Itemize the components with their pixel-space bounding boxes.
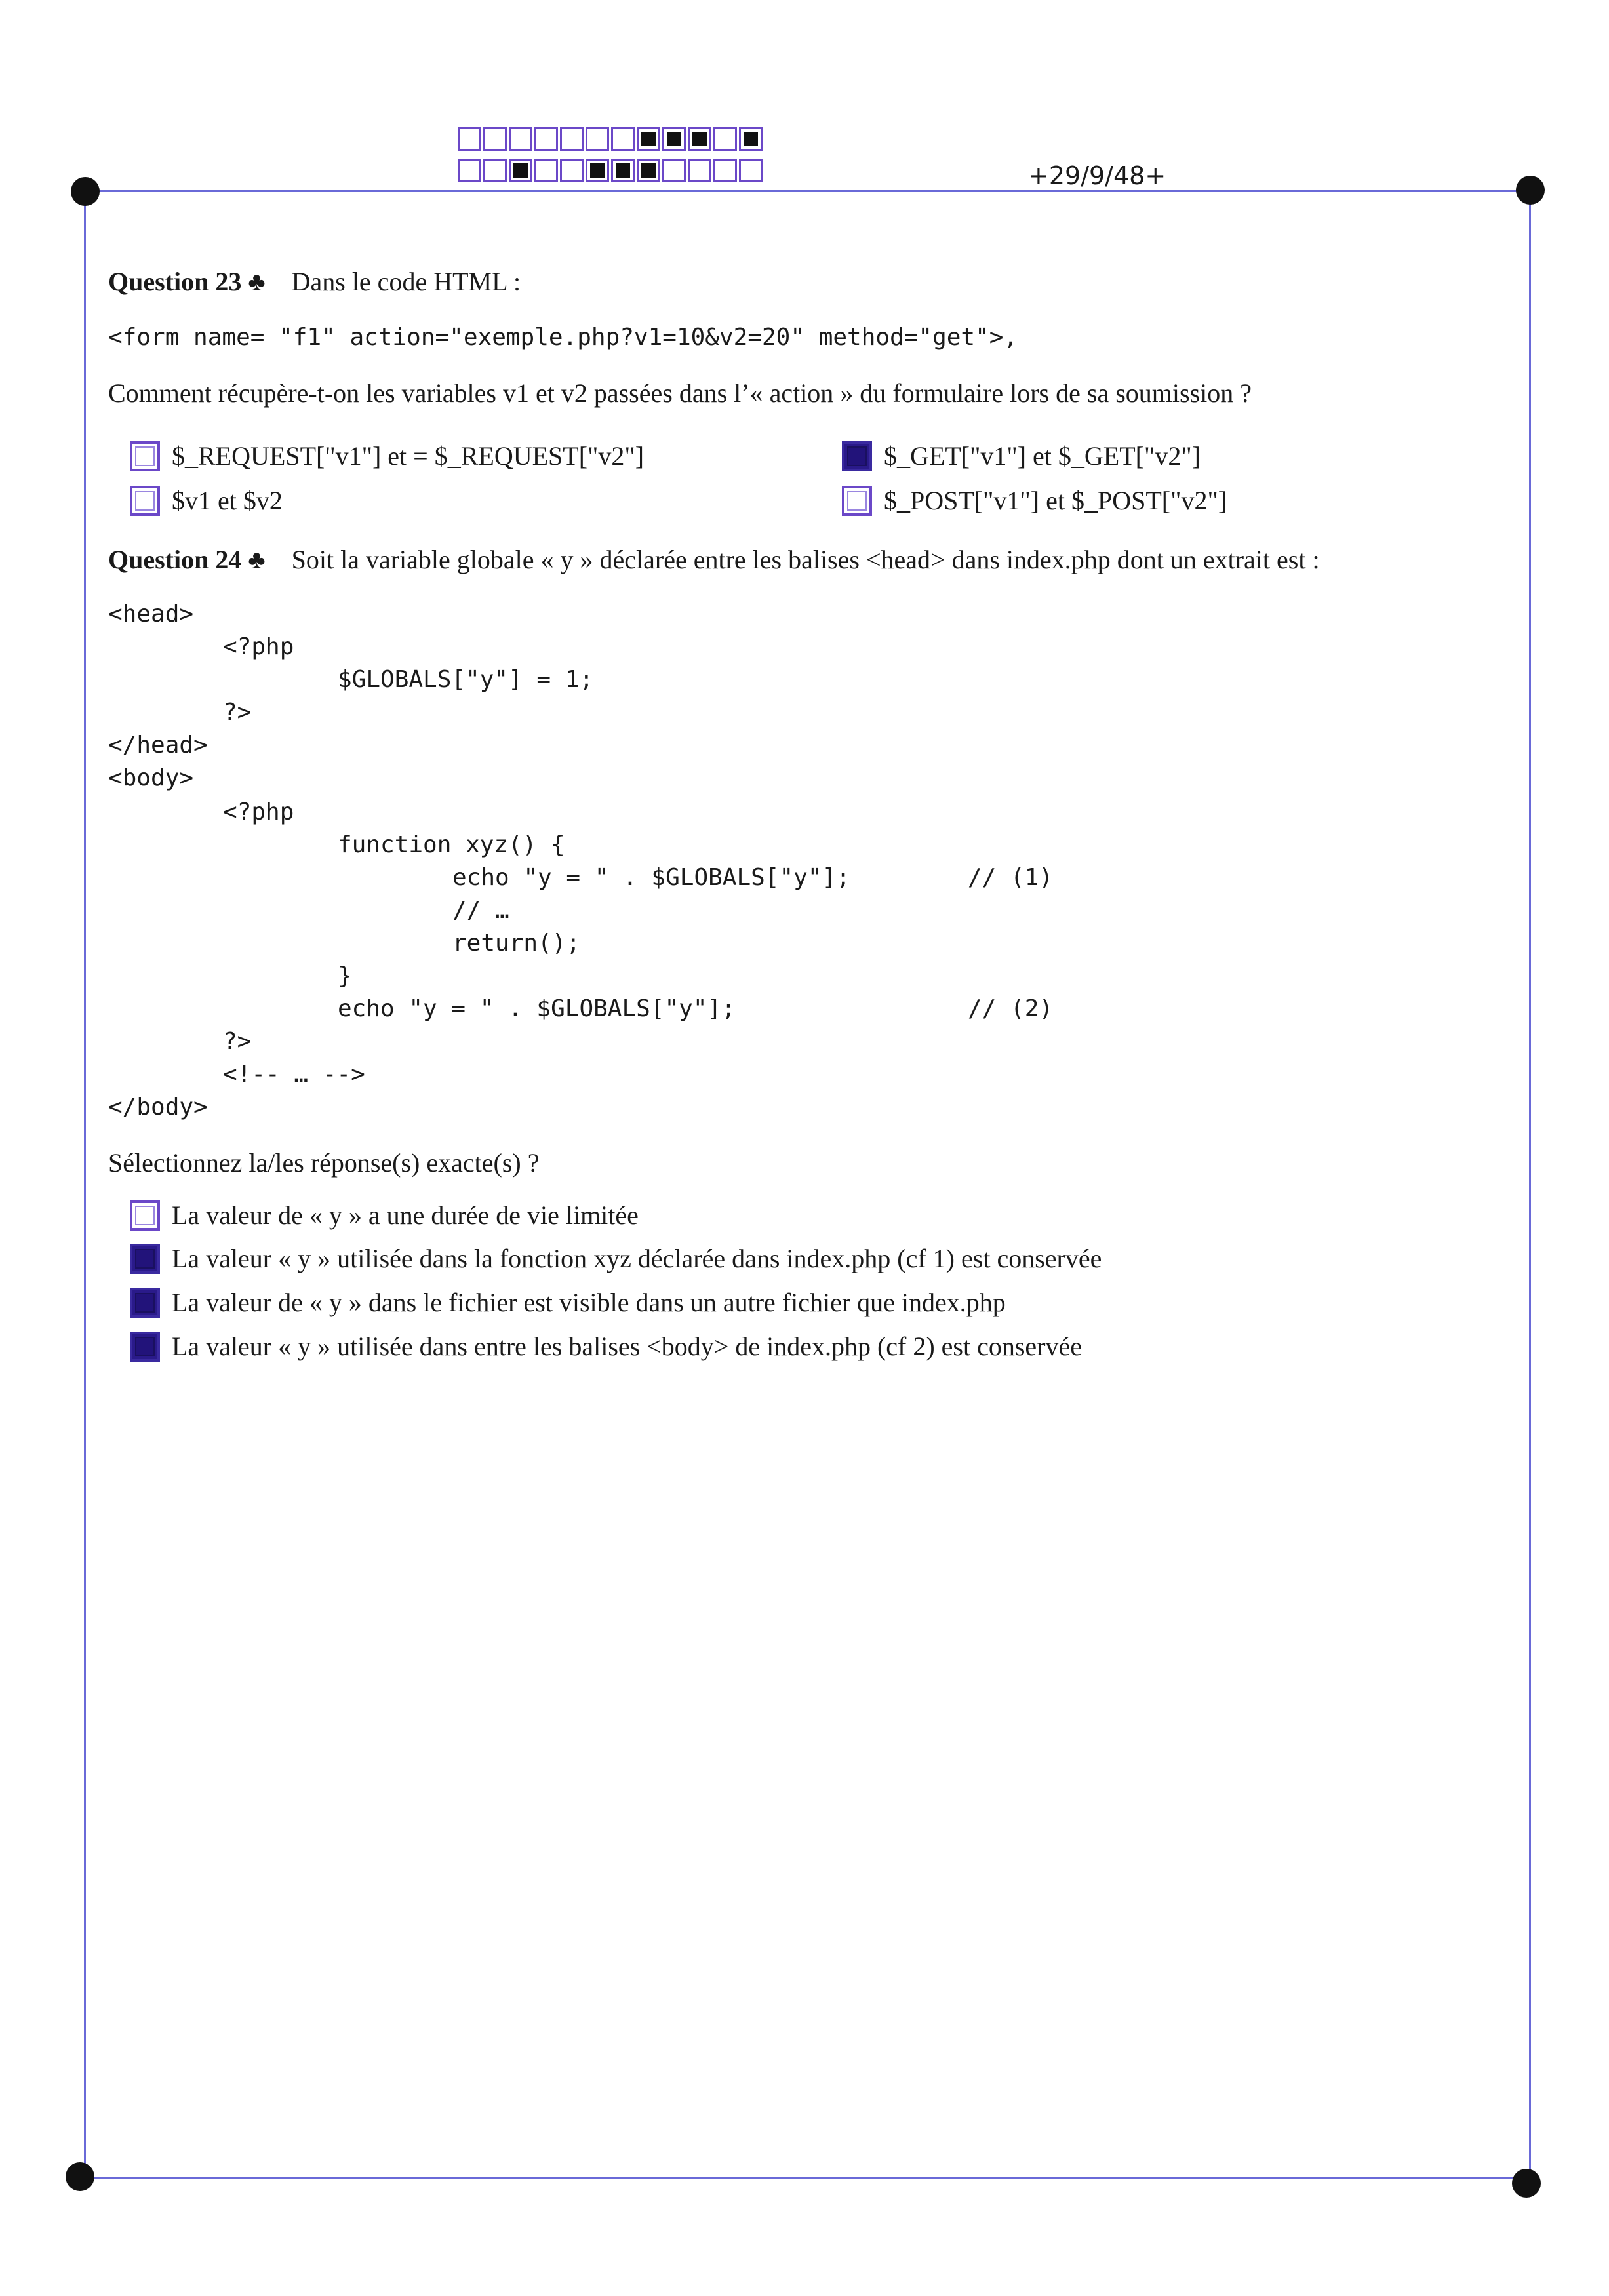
corner-marker-bottom-left <box>66 2162 94 2191</box>
question-24-intro: Soit la variable globale « y » déclarée entre les balises <head> dans index.php dont un extrait est : <box>291 545 1320 574</box>
code-line: function xyz() { <box>338 831 565 858</box>
question-23-intro: Dans le code HTML : <box>291 267 521 296</box>
barcode-cell <box>713 159 737 182</box>
barcode-cell <box>688 127 711 151</box>
q24-answer-1-checkbox[interactable] <box>130 1200 160 1231</box>
q23-answer-2-label: $_GET["v1"] et $_GET["v2"] <box>884 441 1201 471</box>
question-24-text: Sélectionnez la/les réponse(s) exacte(s) ? <box>108 1148 540 1178</box>
barcode-row-2 <box>458 159 765 182</box>
barcode-cell <box>611 159 635 182</box>
question-23-label: Question 23 <box>108 267 242 296</box>
q24-answer-2-label: La valeur « y » utilisée dans la fonction xyz déclarée dans index.php (cf 1) est conservée <box>172 1244 1102 1273</box>
code-line: <body> <box>108 764 194 791</box>
barcode-cell <box>662 159 686 182</box>
q23-answer-2-checkbox[interactable] <box>842 441 872 471</box>
q24-answer-2-checkbox[interactable] <box>130 1244 160 1274</box>
corner-marker-bottom-right <box>1512 2169 1541 2198</box>
code-line: return(); <box>452 930 581 957</box>
code-line: ?> <box>223 699 252 726</box>
q23-answer-3-label: $v1 et $v2 <box>172 486 283 515</box>
code-comment: // (2) <box>968 995 1054 1022</box>
q24-answer-1[interactable] <box>130 1200 639 1231</box>
barcode-cell <box>509 159 532 182</box>
q24-answer-1-label: La valeur de « y » a une durée de vie limitée <box>172 1200 639 1230</box>
q23-answer-3-checkbox[interactable] <box>130 486 160 516</box>
code-line: <!-- … --> <box>223 1061 365 1088</box>
barcode-cell <box>458 127 481 151</box>
code-comment: // (1) <box>968 864 1054 891</box>
q24-answer-3[interactable] <box>130 1287 1006 1318</box>
q24-answer-3-label: La valeur de « y » dans le fichier est visible dans un autre fichier que index.php <box>172 1288 1006 1317</box>
q24-answer-4[interactable] <box>130 1331 1082 1362</box>
barcode-cell <box>483 127 507 151</box>
barcode-cell <box>713 127 737 151</box>
question-23-text: Comment récupère-t-on les variables v1 et v2 passées dans l’« action » du formulaire lors de sa soumission ? <box>108 378 1252 408</box>
code-line: ?> <box>223 1028 252 1055</box>
barcode-cell <box>483 159 507 182</box>
corner-marker-top-left <box>71 177 100 206</box>
frame-left-line <box>84 190 86 2177</box>
q23-answer-4[interactable] <box>842 485 1227 516</box>
question-23-header <box>108 266 521 297</box>
code-line: echo "y = " . $GLOBALS["y"]; <box>338 995 736 1022</box>
page-identifier: +29/9/48+ <box>1028 161 1166 190</box>
barcode-cell <box>534 159 558 182</box>
code-line: </body> <box>108 1094 208 1120</box>
barcode-cell <box>534 127 558 151</box>
frame-right-line <box>1529 190 1531 2183</box>
barcode-cell <box>688 159 711 182</box>
code-line: } <box>338 962 352 989</box>
barcode-cell <box>586 159 609 182</box>
question-23-code: <form name= "f1" action="exemple.php?v1=10&v2=20" method="get">, <box>108 324 1018 351</box>
barcode-cell <box>739 127 763 151</box>
question-24-label: Question 24 <box>108 545 242 574</box>
barcode-cell <box>611 127 635 151</box>
barcode-cell <box>560 127 584 151</box>
corner-marker-top-right <box>1516 176 1545 205</box>
code-line: <?php <box>223 633 294 660</box>
q23-answer-3[interactable] <box>130 485 283 516</box>
barcode-cell <box>662 127 686 151</box>
barcode-cell <box>586 127 609 151</box>
code-line: <head> <box>108 601 194 627</box>
barcode-cell <box>560 159 584 182</box>
code-line: echo "y = " . $GLOBALS["y"]; <box>452 864 850 891</box>
club-icon: ♣ <box>248 545 266 574</box>
q23-answer-1[interactable] <box>130 441 644 471</box>
barcode-row-1 <box>458 127 765 151</box>
q23-answer-4-label: $_POST["v1"] et $_POST["v2"] <box>884 486 1227 515</box>
q24-answer-4-label: La valeur « y » utilisée dans entre les balises <body> de index.php (cf 2) est conservée <box>172 1332 1083 1361</box>
barcode-cell <box>739 159 763 182</box>
q24-answer-4-checkbox[interactable] <box>130 1332 160 1362</box>
code-line: // … <box>452 897 509 924</box>
q24-answer-2[interactable] <box>130 1243 1102 1274</box>
frame-top-line <box>85 190 1531 192</box>
barcode-cell <box>637 159 660 182</box>
code-line: </head> <box>108 732 208 759</box>
q23-answer-2[interactable] <box>842 441 1201 471</box>
code-line: $GLOBALS["y"] = 1; <box>338 666 594 693</box>
question-24-header <box>108 544 1320 575</box>
barcode-cell <box>637 127 660 151</box>
barcode-cell <box>509 127 532 151</box>
q24-answer-3-checkbox[interactable] <box>130 1288 160 1318</box>
q23-answer-1-checkbox[interactable] <box>130 441 160 471</box>
q23-answer-4-checkbox[interactable] <box>842 486 872 516</box>
frame-bottom-line <box>82 2177 1528 2179</box>
code-line: <?php <box>223 799 294 825</box>
barcode-cell <box>458 159 481 182</box>
club-icon: ♣ <box>248 267 266 296</box>
q23-answer-1-label: $_REQUEST["v1"] et = $_REQUEST["v2"] <box>172 441 645 471</box>
